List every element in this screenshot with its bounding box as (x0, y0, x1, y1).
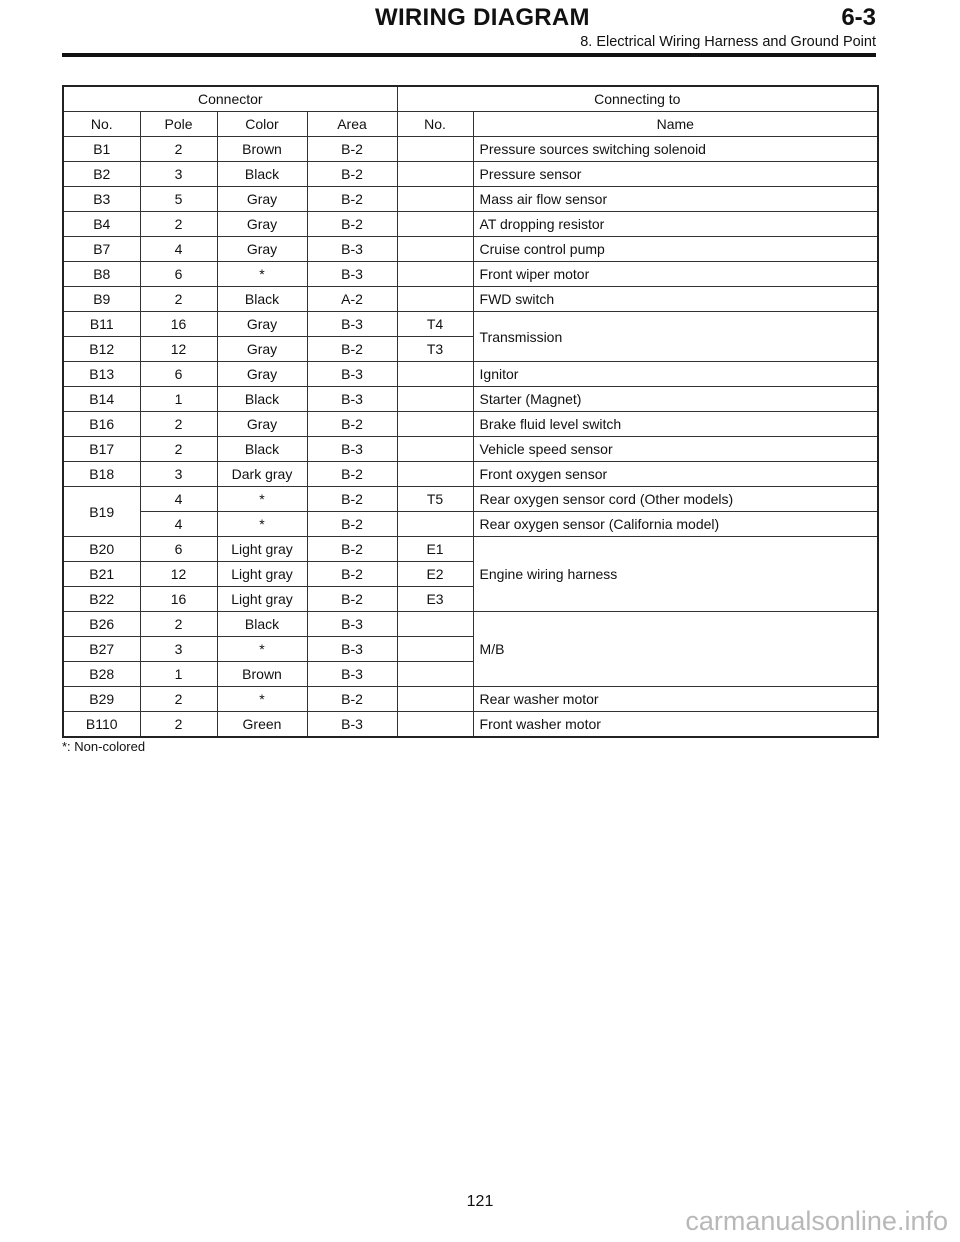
cell-area: B-3 (307, 637, 397, 662)
cell-pole: 5 (140, 187, 217, 212)
cell-color: Gray (217, 312, 307, 337)
cell-area: B-2 (307, 512, 397, 537)
cell-ct-no (397, 137, 473, 162)
cell-pole: 2 (140, 212, 217, 237)
page-title: WIRING DIAGRAM (375, 4, 590, 31)
cell-area: B-2 (307, 337, 397, 362)
cell-color: Light gray (217, 587, 307, 612)
cell-pole: 12 (140, 337, 217, 362)
cell-ct-no (397, 637, 473, 662)
header-rule (62, 53, 876, 57)
cell-ct-no (397, 462, 473, 487)
cell-pole: 4 (140, 512, 217, 537)
cell-no: B11 (63, 312, 140, 337)
cell-name: Brake fluid level switch (473, 412, 878, 437)
cell-no: B26 (63, 612, 140, 637)
cell-pole: 1 (140, 387, 217, 412)
col-header-area: Area (307, 112, 397, 137)
table-row (63, 712, 878, 738)
cell-ct-no (397, 212, 473, 237)
cell-ct-no (397, 712, 473, 738)
cell-color: * (217, 637, 307, 662)
cell-name: Pressure sensor (473, 162, 878, 187)
cell-no: B2 (63, 162, 140, 187)
cell-no: B4 (63, 212, 140, 237)
cell-color: Gray (217, 187, 307, 212)
cell-area: B-2 (307, 537, 397, 562)
cell-area: B-3 (307, 437, 397, 462)
cell-pole: 6 (140, 262, 217, 287)
cell-no: B7 (63, 237, 140, 262)
cell-no: B21 (63, 562, 140, 587)
table-row (63, 287, 878, 312)
table-row (63, 187, 878, 212)
cell-pole: 2 (140, 712, 217, 738)
cell-area: B-2 (307, 462, 397, 487)
cell-color: Dark gray (217, 462, 307, 487)
cell-area: B-2 (307, 212, 397, 237)
table-row (63, 687, 878, 712)
cell-ct-no (397, 262, 473, 287)
cell-pole: 6 (140, 537, 217, 562)
footnote: *: Non-colored (62, 739, 146, 754)
cell-no: B19 (63, 487, 140, 537)
cell-color: Gray (217, 337, 307, 362)
cell-area: B-3 (307, 662, 397, 687)
table-row (63, 412, 878, 437)
table-row (63, 162, 878, 187)
cell-name: Front wiper motor (473, 262, 878, 287)
cell-name: Rear washer motor (473, 687, 878, 712)
cell-ct-no (397, 512, 473, 537)
cell-color: Gray (217, 362, 307, 387)
cell-name: Rear oxygen sensor (California model) (473, 512, 878, 537)
cell-pole: 16 (140, 587, 217, 612)
cell-name: Engine wiring harness (473, 537, 878, 612)
cell-no: B13 (63, 362, 140, 387)
table-row (63, 437, 878, 462)
cell-color: Black (217, 162, 307, 187)
page-number: 121 (466, 1193, 494, 1210)
cell-pole: 2 (140, 612, 217, 637)
cell-ct-no: T3 (397, 337, 473, 362)
cell-pole: 2 (140, 412, 217, 437)
cell-color: Gray (217, 237, 307, 262)
cell-no: B29 (63, 687, 140, 712)
cell-pole: 2 (140, 437, 217, 462)
cell-no: B18 (63, 462, 140, 487)
col-header-ct-no: No. (397, 112, 473, 137)
cell-color: Black (217, 387, 307, 412)
cell-area: B-2 (307, 412, 397, 437)
cell-color: * (217, 487, 307, 512)
cell-color: Light gray (217, 562, 307, 587)
cell-name: Vehicle speed sensor (473, 437, 878, 462)
column-header-row (63, 112, 878, 137)
cell-pole: 3 (140, 637, 217, 662)
connector-table (62, 85, 879, 738)
cell-ct-no (397, 612, 473, 637)
cell-area: B-3 (307, 237, 397, 262)
table-row (63, 237, 878, 262)
cell-ct-no (397, 387, 473, 412)
cell-no: B110 (63, 712, 140, 738)
cell-area: B-2 (307, 162, 397, 187)
cell-color: Black (217, 287, 307, 312)
group-header-connecting-to: Connecting to (397, 86, 878, 112)
col-header-pole: Pole (140, 112, 217, 137)
cell-no: B12 (63, 337, 140, 362)
cell-no: B16 (63, 412, 140, 437)
cell-ct-no (397, 187, 473, 212)
col-header-name: Name (473, 112, 878, 137)
cell-area: B-3 (307, 262, 397, 287)
cell-pole: 4 (140, 487, 217, 512)
cell-name: Rear oxygen sensor cord (Other models) (473, 487, 878, 512)
cell-name: AT dropping resistor (473, 212, 878, 237)
cell-ct-no (397, 437, 473, 462)
cell-pole: 1 (140, 662, 217, 687)
cell-ct-no: E3 (397, 587, 473, 612)
section-subtitle: 8. Electrical Wiring Harness and Ground Point (580, 34, 876, 50)
cell-name: Front oxygen sensor (473, 462, 878, 487)
cell-color: Brown (217, 137, 307, 162)
table-row (63, 362, 878, 387)
cell-ct-no (397, 162, 473, 187)
cell-area: B-2 (307, 562, 397, 587)
cell-area: B-3 (307, 387, 397, 412)
table-row (63, 212, 878, 237)
cell-no: B9 (63, 287, 140, 312)
cell-ct-no: T4 (397, 312, 473, 337)
cell-name: M/B (473, 612, 878, 687)
cell-no: B8 (63, 262, 140, 287)
cell-pole: 2 (140, 687, 217, 712)
cell-no: B14 (63, 387, 140, 412)
cell-color: Black (217, 612, 307, 637)
col-header-color: Color (217, 112, 307, 137)
table-row (63, 262, 878, 287)
cell-name: Cruise control pump (473, 237, 878, 262)
col-header-no: No. (63, 112, 140, 137)
group-header-row (63, 86, 878, 112)
cell-ct-no (397, 687, 473, 712)
cell-area: B-2 (307, 137, 397, 162)
cell-no: B27 (63, 637, 140, 662)
cell-color: * (217, 687, 307, 712)
cell-color: Black (217, 437, 307, 462)
cell-area: B-2 (307, 187, 397, 212)
cell-ct-no: T5 (397, 487, 473, 512)
cell-color: Light gray (217, 537, 307, 562)
cell-ct-no (397, 362, 473, 387)
table-row (63, 387, 878, 412)
table-row (63, 487, 878, 512)
cell-no: B28 (63, 662, 140, 687)
cell-color: Gray (217, 212, 307, 237)
cell-color: Gray (217, 412, 307, 437)
table-row (63, 137, 878, 162)
group-header-connector: Connector (63, 86, 397, 112)
cell-ct-no (397, 412, 473, 437)
table-row (63, 312, 878, 337)
cell-ct-no: E1 (397, 537, 473, 562)
cell-name: FWD switch (473, 287, 878, 312)
cell-ct-no (397, 287, 473, 312)
watermark: carmanualsonline.info (685, 1206, 948, 1236)
cell-color: * (217, 262, 307, 287)
cell-pole: 3 (140, 162, 217, 187)
cell-color: Green (217, 712, 307, 738)
cell-area: A-2 (307, 287, 397, 312)
cell-pole: 12 (140, 562, 217, 587)
cell-no: B17 (63, 437, 140, 462)
cell-name: Pressure sources switching solenoid (473, 137, 878, 162)
cell-name: Starter (Magnet) (473, 387, 878, 412)
cell-no: B3 (63, 187, 140, 212)
cell-name: Mass air flow sensor (473, 187, 878, 212)
cell-no: B22 (63, 587, 140, 612)
table-row (63, 612, 878, 637)
cell-area: B-3 (307, 362, 397, 387)
cell-pole: 6 (140, 362, 217, 387)
section-number: 6-3 (841, 4, 876, 31)
table-row (63, 462, 878, 487)
cell-pole: 2 (140, 137, 217, 162)
cell-name: Front washer motor (473, 712, 878, 738)
cell-ct-no (397, 237, 473, 262)
cell-area: B-3 (307, 312, 397, 337)
cell-ct-no (397, 662, 473, 687)
cell-area: B-3 (307, 612, 397, 637)
cell-area: B-2 (307, 687, 397, 712)
cell-name: Ignitor (473, 362, 878, 387)
cell-no: B1 (63, 137, 140, 162)
cell-ct-no: E2 (397, 562, 473, 587)
cell-pole: 3 (140, 462, 217, 487)
cell-no: B20 (63, 537, 140, 562)
cell-pole: 4 (140, 237, 217, 262)
cell-area: B-2 (307, 487, 397, 512)
cell-pole: 16 (140, 312, 217, 337)
table-row (63, 537, 878, 562)
cell-color: * (217, 512, 307, 537)
cell-color: Brown (217, 662, 307, 687)
table-row (63, 512, 878, 537)
cell-area: B-2 (307, 587, 397, 612)
cell-area: B-3 (307, 712, 397, 738)
cell-pole: 2 (140, 287, 217, 312)
cell-name: Transmission (473, 312, 878, 362)
